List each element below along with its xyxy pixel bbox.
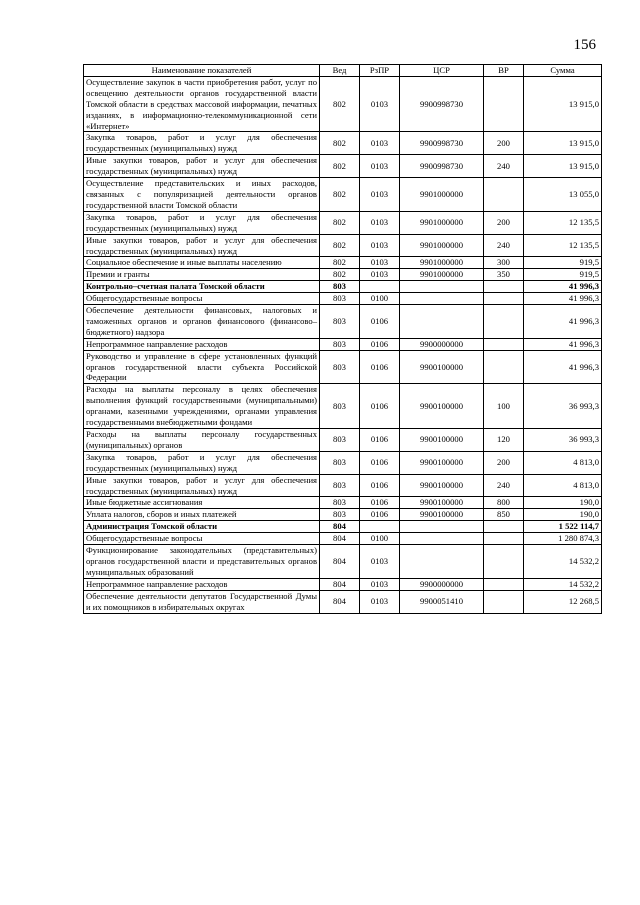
table-row: [84, 155, 602, 178]
table-row: [84, 350, 602, 384]
cell-ved: 802: [320, 178, 360, 212]
cell-csr: 9900998730: [400, 76, 484, 132]
table-row: [84, 305, 602, 339]
cell-name: Уплата налогов, сборов и иных платежей: [84, 509, 320, 521]
cell-csr: 9901000000: [400, 234, 484, 257]
cell-sum: 14 532,2: [524, 578, 602, 590]
cell-name: Администрация Томской области: [84, 521, 320, 533]
cell-sum: 4 813,0: [524, 474, 602, 497]
cell-rzpr: 0103: [360, 132, 400, 155]
table-row: [84, 211, 602, 234]
cell-vr: 240: [484, 234, 524, 257]
cell-name: Непрограммное направление расходов: [84, 338, 320, 350]
cell-sum: 41 996,3: [524, 305, 602, 339]
cell-vr: [484, 281, 524, 293]
cell-ved: 804: [320, 533, 360, 545]
cell-vr: [484, 305, 524, 339]
cell-rzpr: 0100: [360, 533, 400, 545]
cell-csr: 9900100000: [400, 350, 484, 384]
cell-csr: 9900100000: [400, 497, 484, 509]
cell-ved: 802: [320, 76, 360, 132]
cell-rzpr: 0106: [360, 338, 400, 350]
cell-ved: 803: [320, 384, 360, 429]
cell-ved: 802: [320, 211, 360, 234]
table-header-row: [84, 65, 602, 77]
cell-sum: 13 915,0: [524, 76, 602, 132]
cell-vr: [484, 545, 524, 579]
cell-name: Иные закупки товаров, работ и услуг для обеспечения государственных (муниципальных) нужд: [84, 474, 320, 497]
cell-vr: [484, 590, 524, 613]
cell-sum: 12 135,5: [524, 211, 602, 234]
table-row: [84, 590, 602, 613]
cell-rzpr: 0103: [360, 269, 400, 281]
cell-rzpr: 0106: [360, 305, 400, 339]
cell-rzpr: 0103: [360, 76, 400, 132]
cell-csr: [400, 521, 484, 533]
header-vr: ВР: [484, 65, 524, 77]
cell-csr: 9900100000: [400, 429, 484, 452]
table-body: [84, 76, 602, 613]
cell-vr: 120: [484, 429, 524, 452]
cell-name: Расходы на выплаты персоналу государственных (муниципальных) органов: [84, 429, 320, 452]
cell-csr: [400, 305, 484, 339]
table-row: [84, 533, 602, 545]
cell-rzpr: 0103: [360, 211, 400, 234]
cell-csr: 9901000000: [400, 269, 484, 281]
cell-csr: 9901000000: [400, 211, 484, 234]
cell-sum: 36 993,3: [524, 429, 602, 452]
cell-csr: 9900000000: [400, 338, 484, 350]
cell-csr: 9900051410: [400, 590, 484, 613]
cell-ved: 803: [320, 305, 360, 339]
cell-vr: [484, 293, 524, 305]
table-row: [84, 578, 602, 590]
cell-sum: 919,5: [524, 257, 602, 269]
table-row: [84, 178, 602, 212]
cell-csr: [400, 533, 484, 545]
cell-vr: [484, 578, 524, 590]
table-row: [84, 338, 602, 350]
cell-vr: [484, 350, 524, 384]
cell-rzpr: 0106: [360, 497, 400, 509]
table-row: [84, 293, 602, 305]
cell-rzpr: 0103: [360, 257, 400, 269]
cell-rzpr: 0106: [360, 509, 400, 521]
cell-rzpr: [360, 521, 400, 533]
cell-rzpr: 0103: [360, 234, 400, 257]
cell-csr: 9901000000: [400, 257, 484, 269]
cell-rzpr: 0106: [360, 474, 400, 497]
cell-sum: 14 532,2: [524, 545, 602, 579]
cell-ved: 803: [320, 509, 360, 521]
cell-name: Закупка товаров, работ и услуг для обеспечения государственных (муниципальных) нужд: [84, 132, 320, 155]
cell-name: Обеспечение деятельности финансовых, налоговых и таможенных органов и органов финансового (финансово–бюджетного) надзора: [84, 305, 320, 339]
header-ved: Вед: [320, 65, 360, 77]
cell-rzpr: 0106: [360, 429, 400, 452]
cell-rzpr: 0103: [360, 590, 400, 613]
cell-rzpr: 0100: [360, 293, 400, 305]
header-name: Наименование показателей: [84, 65, 320, 77]
cell-rzpr: 0103: [360, 578, 400, 590]
cell-ved: 804: [320, 590, 360, 613]
cell-csr: 9900998730: [400, 132, 484, 155]
table-row: [84, 429, 602, 452]
cell-name: Непрограммное направление расходов: [84, 578, 320, 590]
cell-sum: 36 993,3: [524, 384, 602, 429]
header-sum: Сумма: [524, 65, 602, 77]
cell-sum: 1 522 114,7: [524, 521, 602, 533]
cell-name: Осуществление закупок в части приобретения работ, услуг по освещению деятельности органов государственной власти Томской области в средствах массовой информации, печатных изданиях, в информационно-телекоммуникационной сети «Интернет»: [84, 76, 320, 132]
cell-csr: [400, 293, 484, 305]
table-row: [84, 281, 602, 293]
table-row: [84, 234, 602, 257]
cell-name: Обеспечение деятельности депутатов Государственной Думы и их помощников в избирательных округах: [84, 590, 320, 613]
cell-sum: 1 280 874,3: [524, 533, 602, 545]
cell-ved: 803: [320, 350, 360, 384]
cell-name: Руководство и управление в сфере установленных функций органов государственной власти субъекта Российской Федерации: [84, 350, 320, 384]
cell-sum: 41 996,3: [524, 293, 602, 305]
header-csr: ЦСР: [400, 65, 484, 77]
cell-sum: 13 055,0: [524, 178, 602, 212]
cell-ved: 803: [320, 474, 360, 497]
table-row: [84, 384, 602, 429]
cell-csr: 9900000000: [400, 578, 484, 590]
cell-name: Иные закупки товаров, работ и услуг для обеспечения государственных (муниципальных) нужд: [84, 234, 320, 257]
cell-sum: 12 268,5: [524, 590, 602, 613]
cell-ved: 804: [320, 545, 360, 579]
table-row: [84, 509, 602, 521]
cell-csr: 9900998730: [400, 155, 484, 178]
cell-vr: [484, 521, 524, 533]
table-row: [84, 474, 602, 497]
cell-vr: 800: [484, 497, 524, 509]
cell-csr: 9900100000: [400, 384, 484, 429]
cell-vr: 200: [484, 451, 524, 474]
cell-name: Иные бюджетные ассигнования: [84, 497, 320, 509]
cell-sum: 190,0: [524, 509, 602, 521]
cell-sum: 13 915,0: [524, 155, 602, 178]
cell-vr: [484, 76, 524, 132]
cell-ved: 803: [320, 281, 360, 293]
cell-vr: 200: [484, 211, 524, 234]
cell-sum: 12 135,5: [524, 234, 602, 257]
cell-name: Социальное обеспечение и иные выплаты населению: [84, 257, 320, 269]
table-row: [84, 521, 602, 533]
cell-ved: 802: [320, 132, 360, 155]
cell-rzpr: 0106: [360, 451, 400, 474]
cell-sum: 41 996,3: [524, 281, 602, 293]
cell-rzpr: 0103: [360, 178, 400, 212]
cell-sum: 919,5: [524, 269, 602, 281]
cell-vr: [484, 533, 524, 545]
cell-ved: 802: [320, 155, 360, 178]
page-number: 156: [573, 37, 596, 53]
cell-vr: 240: [484, 474, 524, 497]
cell-sum: 4 813,0: [524, 451, 602, 474]
cell-vr: [484, 178, 524, 212]
cell-name: Закупка товаров, работ и услуг для обеспечения государственных (муниципальных) нужд: [84, 451, 320, 474]
cell-vr: 100: [484, 384, 524, 429]
cell-name: Закупка товаров, работ и услуг для обеспечения государственных (муниципальных) нужд: [84, 211, 320, 234]
cell-sum: 190,0: [524, 497, 602, 509]
cell-name: Функционирование законодательных (представительных) органов государственной власти и представительных органов муниципальных образований: [84, 545, 320, 579]
cell-csr: 9900100000: [400, 474, 484, 497]
cell-name: Премии и гранты: [84, 269, 320, 281]
cell-vr: 850: [484, 509, 524, 521]
cell-csr: [400, 545, 484, 579]
cell-ved: 803: [320, 497, 360, 509]
cell-name: Контрольно–счетная палата Томской области: [84, 281, 320, 293]
table-row: [84, 497, 602, 509]
cell-ved: 804: [320, 521, 360, 533]
table-row: [84, 132, 602, 155]
cell-ved: 803: [320, 429, 360, 452]
cell-vr: 240: [484, 155, 524, 178]
cell-sum: 41 996,3: [524, 338, 602, 350]
cell-ved: 802: [320, 234, 360, 257]
table-row: [84, 451, 602, 474]
table-row: [84, 257, 602, 269]
cell-vr: [484, 338, 524, 350]
cell-name: Общегосударственные вопросы: [84, 533, 320, 545]
cell-name: Общегосударственные вопросы: [84, 293, 320, 305]
table-row: [84, 76, 602, 132]
cell-vr: 200: [484, 132, 524, 155]
cell-csr: 9900100000: [400, 509, 484, 521]
cell-csr: [400, 281, 484, 293]
cell-csr: 9900100000: [400, 451, 484, 474]
cell-sum: 13 915,0: [524, 132, 602, 155]
cell-name: Иные закупки товаров, работ и услуг для обеспечения государственных (муниципальных) нужд: [84, 155, 320, 178]
cell-rzpr: 0106: [360, 384, 400, 429]
cell-sum: 41 996,3: [524, 350, 602, 384]
cell-ved: 803: [320, 451, 360, 474]
cell-ved: 803: [320, 293, 360, 305]
cell-vr: 300: [484, 257, 524, 269]
cell-rzpr: [360, 281, 400, 293]
cell-name: Расходы на выплаты персоналу в целях обеспечения выполнения функций государственными (муниципальными) органами, казенными учреждениями, органами управления государственными внебюджетными фондами: [84, 384, 320, 429]
cell-csr: 9901000000: [400, 178, 484, 212]
header-rzpr: РзПР: [360, 65, 400, 77]
cell-ved: 804: [320, 578, 360, 590]
budget-table: [83, 64, 602, 614]
cell-name: Осуществление представительских и иных расходов, связанных с популяризацией деятельности органов государственной власти Томской области: [84, 178, 320, 212]
cell-ved: 802: [320, 269, 360, 281]
cell-ved: 803: [320, 338, 360, 350]
cell-rzpr: 0106: [360, 350, 400, 384]
cell-ved: 802: [320, 257, 360, 269]
table-row: [84, 269, 602, 281]
cell-vr: 350: [484, 269, 524, 281]
table-row: [84, 545, 602, 579]
cell-rzpr: 0103: [360, 155, 400, 178]
cell-rzpr: 0103: [360, 545, 400, 579]
